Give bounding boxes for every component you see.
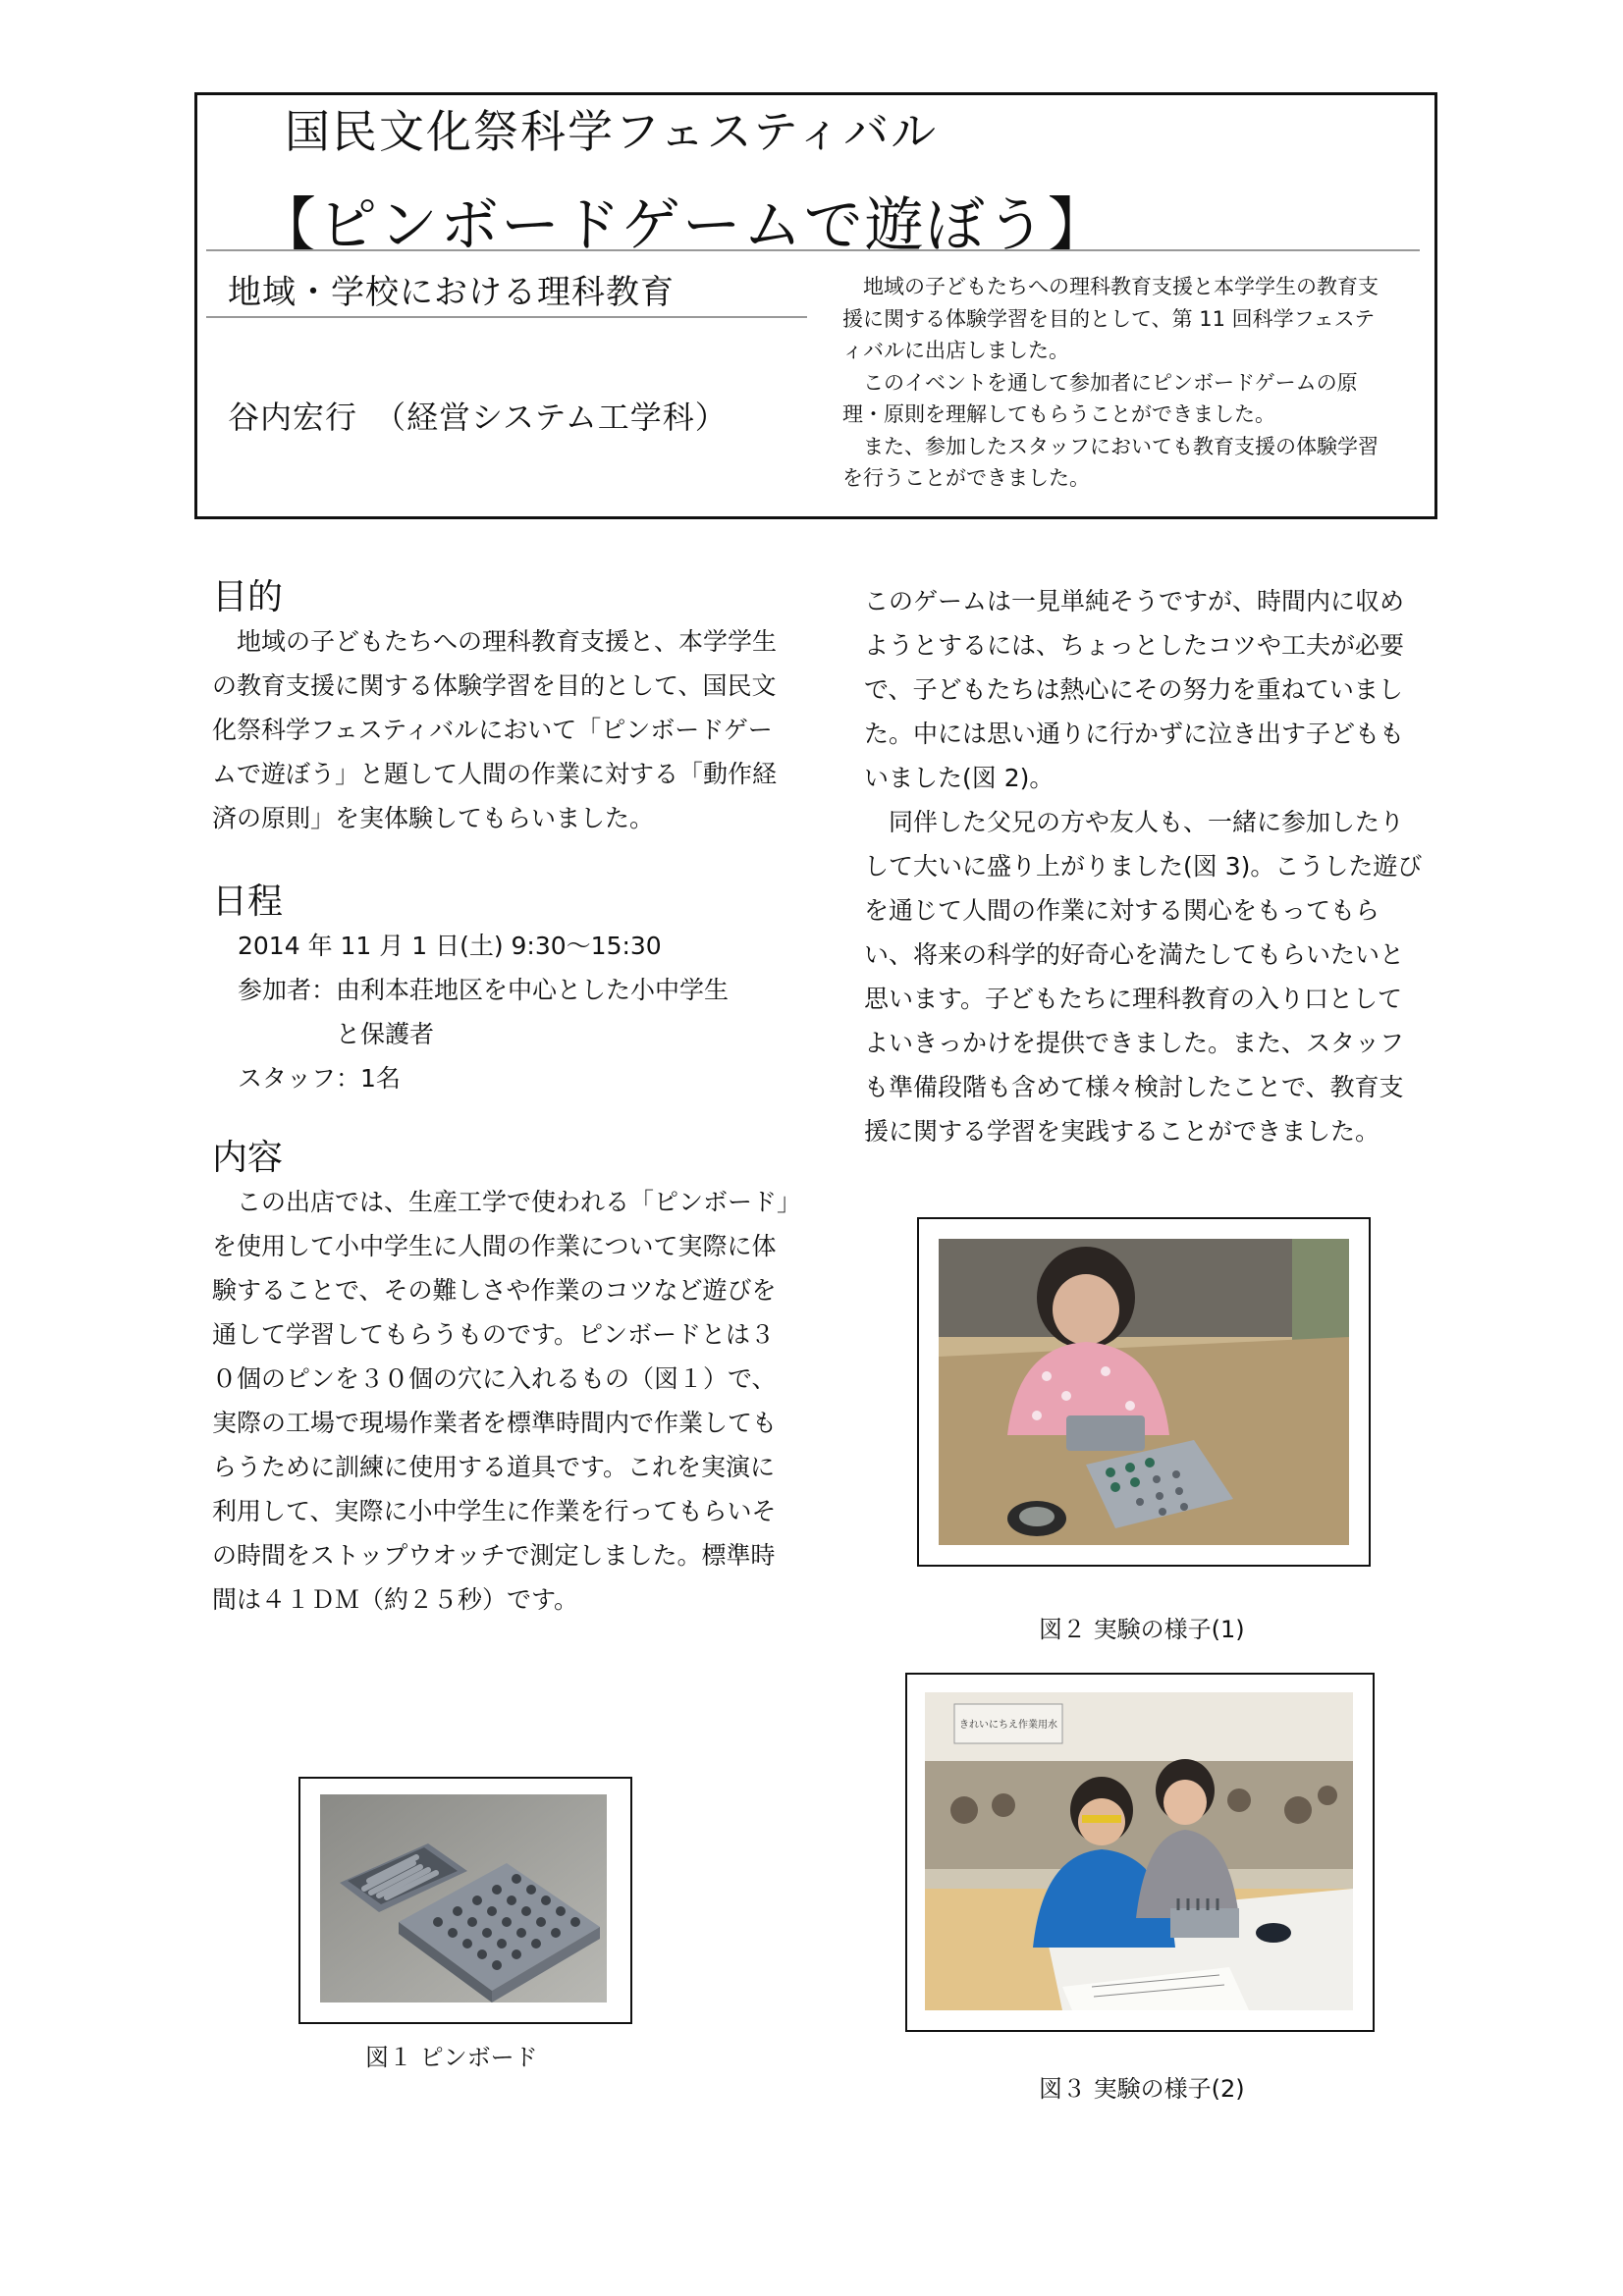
figure-2-caption: 図２ 実験の様子(1) [1039,1616,1245,1643]
subtitle-divider [206,316,807,318]
schedule-heading: 日程 [212,881,284,922]
figure-2-image [939,1239,1349,1545]
purpose-body: 地域の子どもたちへの理科教育支援と、本学学生の教育支援に関する体験学習を目的として、国民文化祭科学フェスティバルにおいて「ピンボードゲームで遊ぼう」と題して人間の作業に対する「動作経済の原則」を実体験してもらいました。 [212,627,778,832]
purpose-heading: 目的 [212,577,284,617]
participants-row [238,968,791,1056]
figure-3-banner: きれいにちえ作業用水 [959,1720,1057,1731]
abstract-paragraph: このイベントを通して参加者にピンボードゲームの原理・原則を理解してもらうことができました。 [842,370,1358,426]
page-title: 【ピンボードゲームで遊ぼう】 [257,191,1109,260]
event-name: 国民文化祭科学フェスティバル [285,105,939,158]
schedule-block [212,924,791,1100]
content-body: この出店では、生産工学で使われる「ピンボード」を使用して小中学生に人間の作業について実際に体験することで、その難しさや作業のコツなど遊びを通して学習してもらうものです。ピンボードとは３０個のピンを３０個の穴に入れるもの（図１）で、実際の工場で現場作業者を標準時間内で作業してもらうために訓練に使用する道具です。これを実演に利用して、実際に小中学生に作業を行ってもらいその時間をストップウオッチで測定しました。標準時間は４１ＤＭ（約２５秒）です。 [212,1188,789,1614]
participants-value [336,968,729,1056]
left-column [212,569,791,1622]
participants-label: 参加者： [238,976,337,1004]
abstract-paragraph: また、参加したスタッフにおいても教育支援の体験学習を行うことができました。 [842,434,1379,490]
content-heading: 内容 [212,1138,284,1178]
abstract [842,271,1388,495]
author: 谷内宏行 （経営システム工学科） [228,399,728,436]
figure-3-caption: 図３ 実験の様子(2) [1039,2075,1245,2103]
schedule-date: 2014 年 11 月 1 日(土) 9:30～15:30 [238,932,662,960]
staff-count: スタッフ：1名 [238,1064,401,1093]
right-column [864,579,1426,1153]
participants-line: 由利本荘地区を中心とした小中学生 [336,976,730,1004]
subtitle: 地域・学校における理科教育 [228,273,675,312]
abstract-paragraph: 地域の子どもたちへの理科教育支援と本学学生の教育支援に関する体験学習を目的として、第 11 回科学フェスティバルに出店しました。 [842,275,1379,362]
title-divider [206,249,1420,251]
figure-1-image [320,1794,607,2002]
discussion-paragraph: このゲームは一見単純そうですが、時間内に収めようとするには、ちょっとしたコツや工夫が必要で、子どもたちは熱心にその努力を重ねていました。中には思い通りに行かずに泣き出す子どももいました(図 2)。 [864,587,1405,792]
discussion-paragraph: 同伴した父兄の方や友人も、一緒に参加したりして大いに盛り上がりました(図 3)。こうした遊びを通じて人間の作業に対する関心をもってもらい、将来の科学的好奇心を満たしてもらいたいと思います。子どもたちに理科教育の入り口としてよいきっかけを提供できました。また、スタッフも準備段階も含めて様々検討したことで、教育支援に関する学習を実践することができました。 [864,808,1423,1146]
figure-3-image [925,1692,1353,2010]
participants-line: と保護者 [336,1020,435,1048]
figure-1-caption: 図１ ピンボード [365,2044,538,2071]
